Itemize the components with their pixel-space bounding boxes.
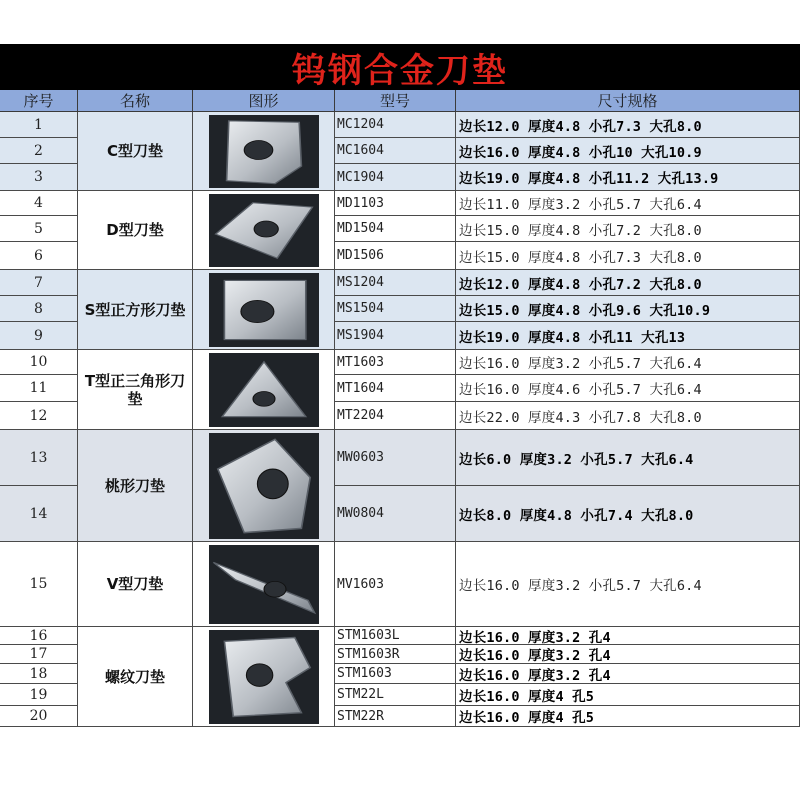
header-seq: 序号 (0, 90, 78, 112)
spec-cell: 边长19.0 厚度4.8 小孔11.2 大孔13.9 (456, 164, 800, 191)
group-name: V型刀垫 (78, 542, 193, 627)
shim-image (193, 542, 335, 627)
model-cell: MS1204 (335, 270, 456, 296)
spec-cell: 边长16.0 厚度4 孔5 (456, 706, 800, 727)
row-number: 10 (0, 350, 78, 375)
row-number: 20 (0, 706, 78, 727)
row-number: 11 (0, 375, 78, 402)
spec-cell: 边长16.0 厚度3.2 孔4 (456, 627, 800, 645)
spec-cell: 边长16.0 厚度4.8 小孔10 大孔10.9 (456, 138, 800, 164)
rhombus-35-icon (209, 545, 319, 624)
triangle-icon (209, 353, 319, 427)
model-cell: MC1204 (335, 112, 456, 138)
spec-cell: 边长15.0 厚度4.8 小孔7.2 大孔8.0 (456, 216, 800, 242)
model-cell: MT2204 (335, 402, 456, 430)
spec-cell: 边长15.0 厚度4.8 小孔9.6 大孔10.9 (456, 296, 800, 322)
row-number: 6 (0, 242, 78, 270)
model-cell: MT1603 (335, 350, 456, 375)
row-number: 4 (0, 191, 78, 216)
shim-image (193, 270, 335, 350)
group-name: S型正方形刀垫 (78, 270, 193, 350)
model-cell: MW0603 (335, 430, 456, 486)
spec-cell: 边长8.0 厚度4.8 小孔7.4 大孔8.0 (456, 486, 800, 542)
model-cell: MT1604 (335, 375, 456, 402)
spec-cell: 边长12.0 厚度4.8 小孔7.3 大孔8.0 (456, 112, 800, 138)
model-cell: STM22R (335, 706, 456, 727)
model-cell: MD1504 (335, 216, 456, 242)
shim-image (193, 350, 335, 430)
rhombus-55-icon (209, 194, 319, 267)
header-name: 名称 (78, 90, 193, 112)
row-number: 15 (0, 542, 78, 627)
row-number: 8 (0, 296, 78, 322)
spec-cell: 边长12.0 厚度4.8 小孔7.2 大孔8.0 (456, 270, 800, 296)
spec-cell: 边长16.0 厚度3.2 小孔5.7 大孔6.4 (456, 542, 800, 627)
spec-cell: 边长16.0 厚度4.6 小孔5.7 大孔6.4 (456, 375, 800, 402)
title-bar (0, 44, 800, 90)
spec-cell: 边长11.0 厚度3.2 小孔5.7 大孔6.4 (456, 191, 800, 216)
row-number: 16 (0, 627, 78, 645)
model-cell: STM1603L (335, 627, 456, 645)
model-cell: MV1603 (335, 542, 456, 627)
bottom-margin (0, 755, 800, 800)
row-number: 12 (0, 402, 78, 430)
spec-table (0, 90, 800, 755)
spec-cell: 边长6.0 厚度3.2 小孔5.7 大孔6.4 (456, 430, 800, 486)
model-cell: MD1103 (335, 191, 456, 216)
model-cell: STM22L (335, 684, 456, 706)
spec-cell: 边长16.0 厚度4 孔5 (456, 684, 800, 706)
group-name: T型正三角形刀垫 (78, 350, 193, 430)
row-number: 19 (0, 684, 78, 706)
shim-image (193, 627, 335, 727)
spec-cell: 边长16.0 厚度3.2 小孔5.7 大孔6.4 (456, 350, 800, 375)
model-cell: MS1904 (335, 322, 456, 350)
shim-image (193, 112, 335, 191)
row-number: 17 (0, 645, 78, 664)
row-number: 5 (0, 216, 78, 242)
group-name: 螺纹刀垫 (78, 627, 193, 727)
square-icon (209, 273, 319, 347)
rhombus-80-icon (209, 115, 319, 188)
model-cell: MW0804 (335, 486, 456, 542)
spec-cell: 边长16.0 厚度3.2 孔4 (456, 645, 800, 664)
row-number: 13 (0, 430, 78, 486)
row-number: 1 (0, 112, 78, 138)
spec-cell: 边长19.0 厚度4.8 小孔11 大孔13 (456, 322, 800, 350)
row-number: 9 (0, 322, 78, 350)
group-name: D型刀垫 (78, 191, 193, 270)
thread-shim-icon (209, 630, 319, 724)
model-cell: MC1904 (335, 164, 456, 191)
model-cell: STM1603R (335, 645, 456, 664)
group-name: C型刀垫 (78, 112, 193, 191)
row-number: 14 (0, 486, 78, 542)
model-cell: STM1603 (335, 664, 456, 684)
model-cell: MS1504 (335, 296, 456, 322)
spec-cell: 边长16.0 厚度3.2 孔4 (456, 664, 800, 684)
row-number: 3 (0, 164, 78, 191)
shim-image (193, 191, 335, 270)
row-number: 2 (0, 138, 78, 164)
model-cell: MD1506 (335, 242, 456, 270)
spec-cell: 边长22.0 厚度4.3 小孔7.8 大孔8.0 (456, 402, 800, 430)
header-shape: 图形 (193, 90, 335, 112)
model-cell: MC1604 (335, 138, 456, 164)
header-model: 型号 (335, 90, 456, 112)
trigon-icon (209, 433, 319, 539)
group-name: 桃形刀垫 (78, 430, 193, 542)
shim-image (193, 430, 335, 542)
spec-cell: 边长15.0 厚度4.8 小孔7.3 大孔8.0 (456, 242, 800, 270)
row-number: 18 (0, 664, 78, 684)
header-spec: 尺寸规格 (456, 90, 800, 112)
page-title: 钨钢合金刀垫 (292, 50, 508, 91)
row-number: 7 (0, 270, 78, 296)
